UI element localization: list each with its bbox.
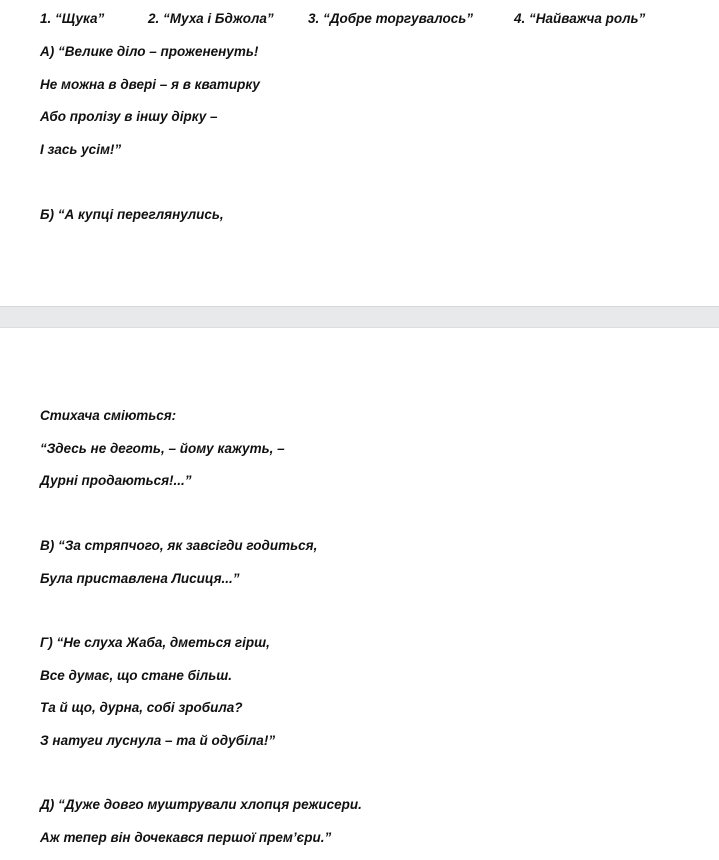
quote-g-line-3: Та й що, дурна, собі зробила? [40, 700, 243, 715]
quote-a-line-1: А) “Велике діло – прожененуть! [40, 44, 259, 59]
quote-b-line-1: Б) “А купці переглянулись, [40, 207, 224, 222]
option-2: 2. “Муха і Бджола” [148, 11, 274, 26]
quote-a-line-3: Або пролізу в іншу дірку – [40, 109, 218, 124]
quote-g-line-4: З натуги луснула – та й одубіла!” [40, 733, 276, 748]
quote-d-line-2: Аж тепер він дочекався першої прем’єри.” [40, 830, 332, 845]
quote-b-line-3: “Здесь не деготь, – йому кажуть, – [40, 441, 285, 456]
option-3: 3. “Добре торгувалось” [308, 11, 474, 26]
option-1: 1. “Щука” [40, 11, 105, 26]
quote-v-line-2: Була приставлена Лисиця...” [40, 571, 240, 586]
quote-a-line-4: І зась усім!” [40, 142, 122, 157]
quote-g-line-1: Г) “Не слуха Жаба, дметься гірш, [40, 635, 270, 650]
page-separator [0, 306, 719, 328]
quote-d-line-1: Д) “Дуже довго муштрували хлопця режисери. [40, 797, 362, 812]
quote-b-line-2: Стихача сміються: [40, 408, 177, 423]
quote-v-line-1: В) “За стряпчого, як завсігди годиться, [40, 538, 318, 553]
quote-g-line-2: Все думає, що стане більш. [40, 668, 232, 683]
quote-b-line-4: Дурні продаються!...” [40, 473, 192, 488]
quote-a-line-2: Не можна в двері – я в кватирку [40, 77, 260, 92]
option-4: 4. “Найважча роль” [514, 11, 646, 26]
